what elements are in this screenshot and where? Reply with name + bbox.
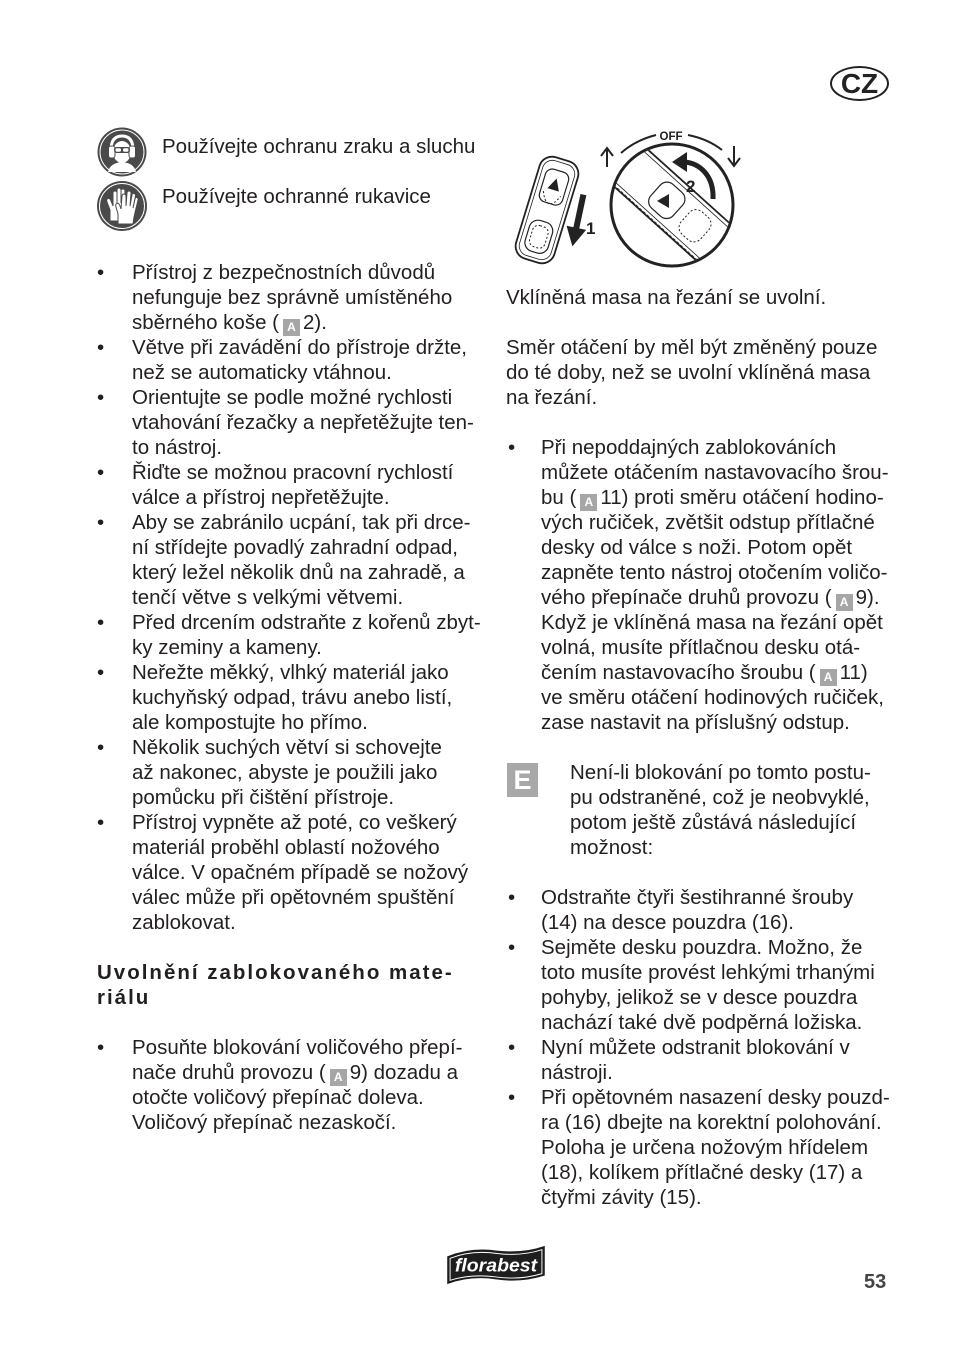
language-badge: CZ: [830, 66, 889, 101]
bullet-item: [508, 935, 890, 1035]
text-line: Neřežte měkký, vlhký materiál jako: [132, 661, 449, 684]
bullet-marker: •: [508, 936, 516, 959]
bullet-item: [97, 260, 481, 335]
figure-reference-badge: A: [580, 494, 597, 511]
stubborn-blockage-list: [508, 435, 889, 735]
bullet-text: [132, 335, 481, 385]
text-segment: vého přepínače druhů provozu (: [541, 586, 832, 609]
text-line: Odstraňte čtyři šestihranné šrouby: [541, 886, 854, 909]
page-number: 53: [864, 1271, 887, 1293]
bullet-item: [97, 460, 481, 510]
text-line: možnost:: [570, 836, 654, 859]
text-line: Orientujte se podle možné rychlosti: [132, 386, 453, 409]
text-segment: 9) dozadu a: [349, 1061, 459, 1084]
bullet-text: [132, 385, 481, 460]
step-2-label: 2: [686, 177, 696, 196]
text-segment: 11): [839, 661, 868, 684]
bullet-marker: •: [97, 736, 105, 759]
bullet-item: [508, 1085, 890, 1210]
text-line: ve směru otáčení hodinových ručiček,: [541, 686, 884, 709]
text-line: válce. V opačném případě se nožový: [132, 861, 469, 884]
bullet-marker: •: [97, 386, 105, 409]
gloves-icon: [96, 180, 148, 232]
bullet-text: [132, 1035, 462, 1135]
bullet-item: [508, 435, 889, 735]
slide-lock-illustration: [512, 153, 581, 266]
text-line: Vklíněná masa na řezání se uvolní.: [506, 286, 827, 309]
bullet-text: [541, 1035, 890, 1085]
text-line: nefunguje bez správně umístěného: [132, 286, 453, 309]
bullet-marker: •: [97, 1036, 105, 1059]
bullet-text: [132, 735, 481, 810]
text-line: Směr otáčení by měl být změněný pouze: [506, 336, 878, 359]
text-line: Větve při zavádění do přístroje držte,: [132, 336, 468, 359]
bullet-text: [132, 810, 481, 935]
text-line: Posuňte blokování voličového přepí-: [132, 1036, 463, 1059]
bullet-text: [541, 935, 890, 1035]
bullet-item: [97, 385, 481, 460]
text-segment: nače druhů provozu (: [132, 1061, 326, 1084]
figure-reference-badge: A: [836, 594, 853, 611]
bullet-text: [541, 435, 889, 735]
text-line: pomůcku při čištění přístroje.: [132, 786, 395, 809]
text-line: Při opětovném nasazení desky pouzd-: [541, 1086, 890, 1109]
text-line: volná, musíte přítlačnou desku otá-: [541, 636, 861, 659]
bullet-item: [508, 885, 890, 935]
bullet-item: [97, 1035, 462, 1135]
safety-text-eye-ear: Používejte ochranu zraku a sluchu: [162, 135, 476, 158]
bullet-text: [132, 660, 481, 735]
bullet-text: [132, 610, 481, 660]
off-label: OFF: [659, 131, 683, 143]
text-segment: 9).: [855, 586, 880, 609]
text-line: nachází také dvě podpěrná ložiska.: [541, 1011, 863, 1034]
bullet-marker: •: [508, 1036, 516, 1059]
bullet-item: [97, 660, 481, 735]
bullet-item: [97, 335, 481, 385]
safety-text-gloves: Používejte ochranné rukavice: [162, 185, 431, 208]
text-line: [541, 660, 889, 685]
text-line: materiál proběhl oblastí nožového: [132, 836, 440, 859]
bullet-marker: •: [97, 811, 105, 834]
arrow-up-icon: [601, 148, 613, 167]
bullet-item: [508, 1035, 890, 1085]
bullet-marker: •: [508, 886, 516, 909]
bullet-marker: •: [508, 1086, 516, 1109]
florabest-logo: [442, 1243, 550, 1287]
text-segment: čením nastavovacího šroubu (: [541, 661, 816, 684]
step-1-label: 1: [586, 219, 596, 238]
unblocking-steps-list: [97, 1035, 462, 1135]
eye-ear-protection-icon: [96, 126, 148, 178]
text-line: Když je vklíněná masa na řezání opět: [541, 611, 883, 634]
bullet-text: [132, 260, 481, 335]
text-line: to nástroj.: [132, 436, 223, 459]
text-line: Nyní můžete odstranit blokování v: [541, 1036, 850, 1059]
text-line: riálu: [97, 986, 151, 1009]
bullet-item: [97, 610, 481, 660]
text-line: Při nepoddajných zablokováních: [541, 436, 837, 459]
text-line: [541, 585, 889, 610]
bullet-text: [132, 460, 481, 510]
text-line: ní střídejte povadlý zahradní odpad,: [132, 536, 458, 559]
text-line: ale kompostujte ho přímo.: [132, 711, 368, 734]
logo-wordmark: florabest: [454, 1255, 539, 1276]
text-line: Několik suchých větví si schovejte: [132, 736, 442, 759]
text-line: [132, 1060, 462, 1085]
text-line: [541, 485, 889, 510]
text-line: otočte voličový přepínač doleva.: [132, 1086, 424, 1109]
text-line: nástroji.: [541, 1061, 613, 1084]
text-line: Uvolnění zablokovaného mate-: [97, 961, 454, 984]
figure-reference-badge: A: [330, 1069, 347, 1086]
text-line: ra (16) dbejte na korektní polohování.: [541, 1111, 882, 1134]
section-heading: [97, 960, 454, 1010]
text-segment: 11) proti směru otáčení hodino-: [600, 486, 884, 509]
text-line: desky od válce s noži. Potom opět: [541, 536, 853, 559]
text-line: můžete otáčením nastavovacího šrou-: [541, 461, 889, 484]
text-segment: sběrného koše (: [132, 311, 280, 334]
bullet-marker: •: [508, 436, 516, 459]
rotation-paragraph: [506, 335, 877, 410]
text-line: až nakonec, abyste je použili jako: [132, 761, 438, 784]
text-line: válce a přístroj nepřetěžujte.: [132, 486, 390, 509]
bullet-item: [97, 735, 481, 810]
text-line: Přístroj z bezpečnostních důvodů: [132, 261, 436, 284]
text-line: zase nastavit na příslušný odstup.: [541, 711, 850, 734]
bullet-marker: •: [97, 661, 105, 684]
figure-reference-badge: A: [820, 669, 837, 686]
text-line: zablokovat.: [132, 911, 236, 934]
text-line: Poloha je určena nožovým hřídelem: [541, 1136, 869, 1159]
operating-instructions-list: [97, 260, 481, 935]
figure-caption: [506, 285, 826, 310]
text-line: tenčí větve s velkými větvemi.: [132, 586, 404, 609]
text-line: Aby se zabránilo ucpání, tak při drce-: [132, 511, 471, 534]
text-line: Řiďte se možnou pracovní rychlostí: [132, 461, 454, 484]
text-line: [132, 310, 481, 335]
text-line: zapněte tento nástroj otočením voličo-: [541, 561, 888, 584]
text-segment: 2).: [303, 311, 327, 334]
bullet-marker: •: [97, 336, 105, 359]
text-line: Není-li blokování po tomto postu-: [570, 761, 871, 784]
bullet-text: [541, 885, 890, 935]
text-line: Přístroj vypněte až poté, co veškerý: [132, 811, 457, 834]
bullet-marker: •: [97, 261, 105, 284]
arrow-down-icon: [728, 146, 740, 166]
text-line: kuchyňský odpad, trávu anebo listí,: [132, 686, 453, 709]
text-line: vých ručiček, zvětšit odstup přítlačné: [541, 511, 875, 534]
text-line: (18), kolíkem přítlačné desky (17) a: [541, 1161, 863, 1184]
text-line: Voličový přepínač nezaskočí.: [132, 1111, 397, 1134]
text-line: potom ještě zůstává následující: [570, 811, 857, 834]
text-line: než se automaticky vtáhnou.: [132, 361, 392, 384]
bullet-text: [541, 1085, 890, 1210]
text-line: který ležel několik dnů na zahradě, a: [132, 561, 465, 584]
text-line: čtyřmi závity (15).: [541, 1186, 702, 1209]
text-line: do té doby, než se uvolní vklíněná masa: [506, 361, 871, 384]
text-line: pohyby, jelikož se v desce pouzdra: [541, 986, 858, 1009]
note-marker: E: [507, 763, 538, 797]
unblocking-diagram: [500, 118, 750, 270]
text-line: (14) na desce pouzdra (16).: [541, 911, 794, 934]
bullet-item: [97, 510, 481, 610]
bullet-marker: •: [97, 511, 105, 534]
text-line: válec může při opětovném spuštění: [132, 886, 455, 909]
note-text: [570, 760, 871, 860]
text-line: ky zeminy a kameny.: [132, 636, 322, 659]
text-line: vtahování řezačky a nepřetěžujte ten-: [132, 411, 474, 434]
text-line: na řezání.: [506, 386, 598, 409]
bullet-text: [132, 510, 481, 610]
text-segment: bu (: [541, 486, 577, 509]
text-line: Před drcením odstraňte z kořenů zbyt-: [132, 611, 481, 634]
housing-removal-list: [508, 885, 890, 1210]
text-line: Sejměte desku pouzdra. Možno, že: [541, 936, 863, 959]
text-line: pu odstraněné, což je neobvyklé,: [570, 786, 870, 809]
text-line: toto musíte provést lehkými trhanými: [541, 961, 875, 984]
bullet-marker: •: [97, 461, 105, 484]
bullet-item: [97, 810, 481, 935]
bullet-marker: •: [97, 611, 105, 634]
figure-reference-badge: A: [283, 319, 300, 336]
